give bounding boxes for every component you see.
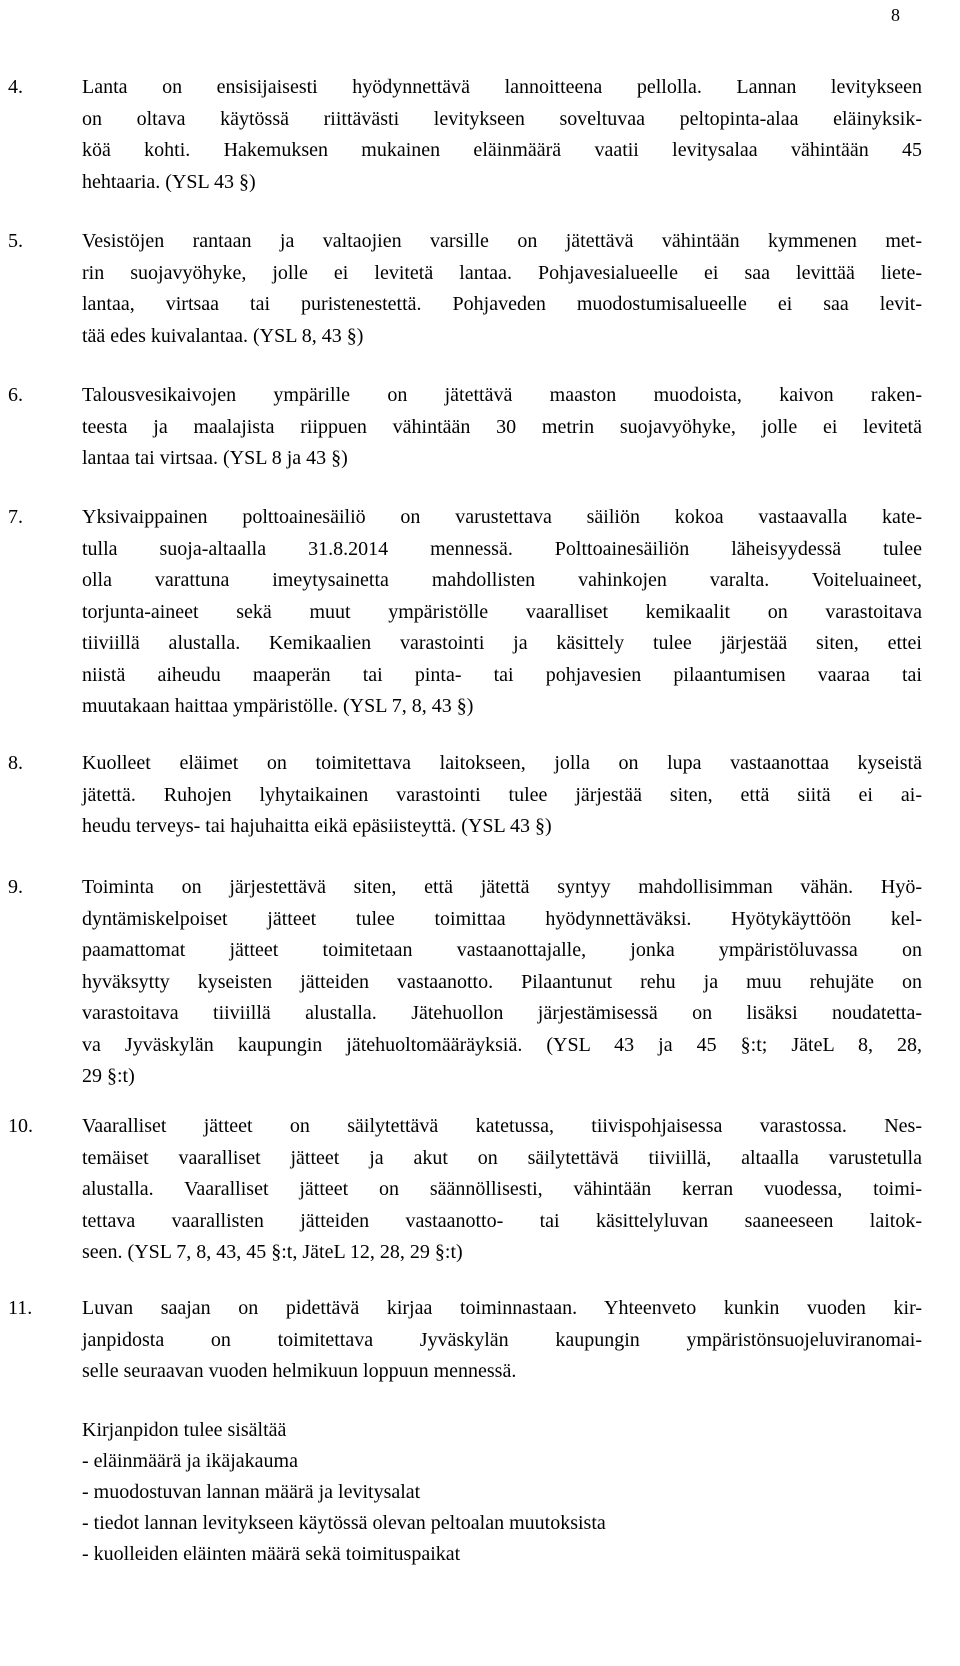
text-line: temäiset vaaralliset jätteet ja akut on säilytettävä tiiviillä, altaalla varustetulla (82, 1146, 922, 1169)
record-keeping-list-item: - muodostuvan lannan määrä ja levitysalat (82, 1481, 421, 1503)
text-line: Vesistöjen rantaan ja valtaojien varsille on jätettävä vähintään kymmenen met- (82, 230, 922, 252)
item-text (82, 748, 922, 843)
text-line: tiiviillä alustalla. Kemikaalien varastointi ja käsittely tulee järjestää siten, ettei (82, 632, 922, 654)
item-text (82, 502, 922, 723)
text-line: teesta ja maalajista riippuen vähintään 30 metrin suojavyöhyke, jolle ei levitetä (82, 415, 922, 438)
text-line: hyväksytty kyseisten jätteiden vastaanotto. Pilaantunut rehu ja muu rehujäte on (82, 970, 922, 993)
item-text (82, 1293, 922, 1388)
item-text (82, 380, 922, 475)
item-number: 10. (8, 1115, 33, 1137)
text-line: Yksivaippainen polttoainesäiliö on varustettava säiliön kokoa vastaavalla kate- (82, 506, 922, 528)
text-line: Luvan saajan on pidettävä kirjaa toiminnastaan. Yhteenveto kunkin vuoden kir- (82, 1297, 922, 1319)
text-line: niistä aiheudu maaperän tai pinta- tai pohjavesien pilaantumisen vaaraa tai (82, 663, 922, 686)
record-keeping-list-item: - kuolleiden eläinten määrä sekä toimituspaikat (82, 1543, 461, 1565)
item-text (82, 72, 922, 198)
record-keeping-heading: Kirjanpidon tulee sisältää (82, 1419, 287, 1441)
record-keeping-list-item: - eläinmäärä ja ikäjakauma (82, 1450, 298, 1472)
text-line: selle seuraavan vuoden helmikuun loppuun mennessä. (82, 1360, 517, 1382)
text-line: tettava vaarallisten jätteiden vastaanotto- tai käsittelyluvan saaneeseen laitok- (82, 1209, 922, 1232)
text-line: olla varattuna imeytysainetta mahdollisten vahinkojen varalta. Voiteluaineet, (82, 569, 922, 591)
text-line: Vaaralliset jätteet on säilytettävä katetussa, tiivispohjaisessa varastossa. Nes- (82, 1115, 922, 1137)
text-line: 29 §:t) (82, 1065, 135, 1087)
text-line: torjunta-aineet sekä muut ympäristölle vaaralliset kemikaalit on varastoitava (82, 600, 922, 623)
item-number: 6. (8, 384, 23, 406)
item-number: 5. (8, 230, 23, 252)
text-line: tulla suoja-altaalla 31.8.2014 mennessä. Polttoainesäiliön läheisyydessä tulee (82, 537, 922, 560)
text-line: seen. (YSL 7, 8, 43, 45 §:t, JäteL 12, 28, 29 §:t) (82, 1241, 463, 1263)
text-line: hehtaaria. (YSL 43 §) (82, 170, 256, 193)
item-number: 11. (8, 1297, 33, 1319)
text-line: tää edes kuivalantaa. (YSL 8, 43 §) (82, 324, 364, 347)
text-line: Kuolleet eläimet on toimitettava laitokseen, jolla on lupa vastaanottaa kyseistä (82, 752, 922, 774)
item-number: 9. (8, 876, 23, 898)
text-line: jätettä. Ruhojen lyhytaikainen varastointi tulee järjestää siten, että siitä ei ai- (82, 783, 922, 806)
record-keeping-list-item: - tiedot lannan levitykseen käytössä olevan peltoalan muutoksista (82, 1512, 606, 1534)
item-number: 4. (8, 76, 23, 98)
text-line: on oltava käytössä riittävästi levitykseen soveltuvaa peltopinta-alaa eläinyksik- (82, 107, 922, 130)
text-line: dyntämiskelpoiset jätteet tulee toimittaa hyödynnettäväksi. Hyötykäyttöön kel- (82, 907, 922, 930)
text-line: Toiminta on järjestettävä siten, että jätettä syntyy mahdollisimman vähän. Hyö- (82, 876, 922, 898)
text-line: lantaa, virtsaa tai puristenestettä. Pohjaveden muodostumisalueelle ei saa levit- (82, 293, 922, 315)
text-line: muutakaan haittaa ympäristölle. (YSL 7, 8, 43 §) (82, 695, 474, 717)
item-text (82, 1111, 922, 1269)
text-line: heudu terveys- tai hajuhaitta eikä epäsiisteyttä. (YSL 43 §) (82, 815, 552, 837)
text-line: Lanta on ensisijaisesti hyödynnettävä lannoitteena pellolla. Lannan levitykseen (82, 76, 922, 98)
text-line: alustalla. Vaaralliset jätteet on säännöllisesti, vähintään kerran vuodessa, toimi- (82, 1178, 922, 1200)
item-text (82, 226, 922, 352)
text-line: va Jyväskylän kaupungin jätehuoltomääräyksiä. (YSL 43 ja 45 §:t; JäteL 8, 28, (82, 1033, 922, 1056)
text-line: varastoitava tiiviillä alustalla. Jätehuollon järjestämisessä on lisäksi noudatetta- (82, 1002, 922, 1024)
text-line: paamattomat jätteet toimitetaan vastaanottajalle, jonka ympäristöluvassa on (82, 939, 922, 961)
text-line: köä kohti. Hakemuksen mukainen eläinmäärä vaatii levitysalaa vähintään 45 (82, 139, 922, 161)
text-line: Talousvesikaivojen ympärille on jätettävä maaston muodoista, kaivon raken- (82, 384, 922, 406)
item-number: 7. (8, 506, 23, 528)
page-number: 8 (891, 5, 900, 25)
text-line: janpidosta on toimitettava Jyväskylän kaupungin ympäristönsuojeluviranomai- (82, 1328, 922, 1351)
item-number: 8. (8, 752, 23, 774)
item-text (82, 872, 922, 1093)
record-keeping-text (82, 1415, 922, 1570)
text-line: rin suojavyöhyke, jolle ei levitetä lantaa. Pohjavesialueelle ei saa levittää liete- (82, 261, 922, 284)
text-line: lantaa tai virtsaa. (YSL 8 ja 43 §) (82, 447, 348, 469)
